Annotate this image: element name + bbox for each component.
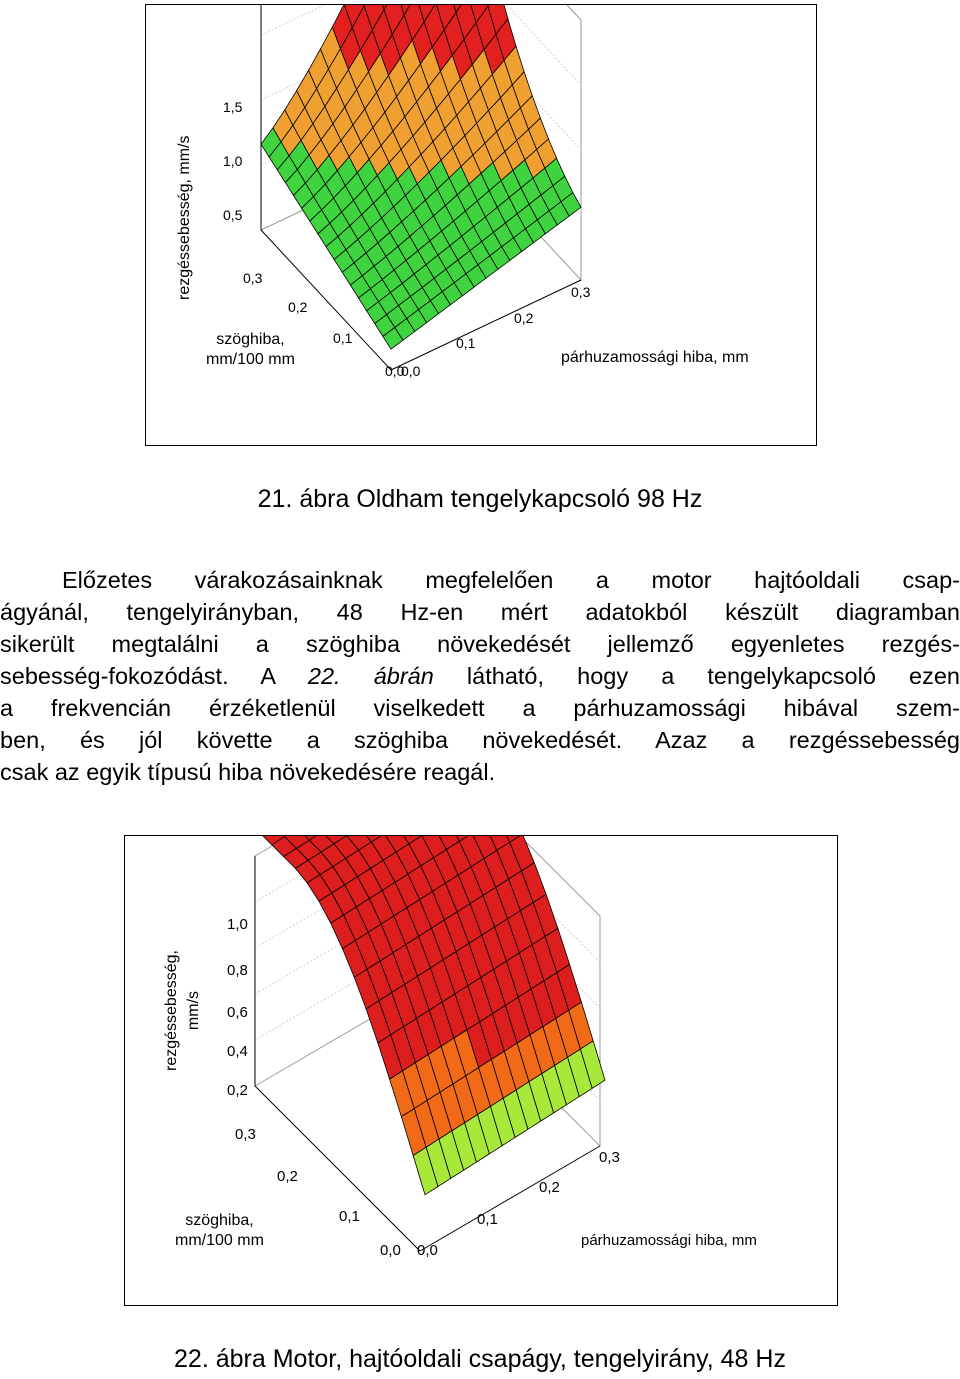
figure-1-surface-plot (146, 5, 816, 445)
figure-2-x-tick: 0,2 (277, 1168, 298, 1185)
figure-2-z-tick: 0,6 (227, 1004, 248, 1021)
figure-2-caption: 22. ábra Motor, hajtóoldali csapágy, tengelyirány, 48 Hz (174, 1345, 786, 1373)
figure-2-y-tick: 0,0 (417, 1242, 438, 1259)
figure-2-y-axis-label: párhuzamossági hiba, mm (581, 1232, 757, 1249)
figure-2-z-tick: 0,8 (227, 962, 248, 979)
paragraph-line: ben, és jól követte a szöghiba növekedését. Azaz a rezgéssebesség (0, 727, 960, 753)
figure-1-x-tick: 0,2 (288, 299, 308, 315)
figure-1-z-tick: 1,0 (223, 153, 243, 169)
body-paragraph (0, 564, 960, 788)
figure-1-caption: 21. ábra Oldham tengelykapcsoló 98 Hz (257, 485, 703, 513)
figure-2-y-tick: 0,2 (539, 1179, 560, 1196)
figure-1-y-tick: 0,1 (456, 335, 476, 351)
figure-2-z-tick: 0,2 (227, 1082, 248, 1099)
figure-1-y-tick: 0,0 (401, 363, 421, 379)
figure-1-z-tick: 0,5 (223, 207, 243, 223)
figure-2-x-tick: 0,3 (235, 1126, 256, 1143)
paragraph-line: a frekvencián érzéketlenül viselkedett a párhuzamossági hibával szem- (0, 695, 960, 721)
figure-2-chart (124, 835, 838, 1306)
figure-2-x-tick: 0,1 (339, 1208, 360, 1225)
paragraph-line: Előzetes várakozásainknak megfelelően a motor hajtóoldali csap- (62, 567, 960, 593)
paragraph-line-start: sebesség-fokozódást. A (0, 663, 308, 689)
paragraph-line: sikerült megtalálni a szöghiba növekedését jellemző egyenletes rezgés- (0, 631, 960, 657)
paragraph-line (0, 660, 960, 692)
figure-2-y-tick: 0,3 (599, 1149, 620, 1166)
paragraph-line: csak az egyik típusú hiba növekedésére reagál. (0, 759, 496, 785)
figure-1-x-tick: 0,0 (385, 363, 405, 379)
figure-2-z-tick: 0,4 (227, 1043, 248, 1060)
figure-1-x-tick: 0,3 (243, 270, 263, 286)
figure-1-x-axis-label: szöghiba, mm/100 mm (206, 331, 295, 368)
figure-1-x-tick: 0,1 (333, 330, 353, 346)
figure-1-chart (145, 4, 817, 446)
figure-reference: 22. ábrán (307, 663, 434, 689)
figure-1-z-tick: 1,5 (223, 99, 243, 115)
figure-2-x-tick: 0,0 (380, 1242, 401, 1259)
figure-1-y-tick: 0,2 (514, 310, 534, 326)
figure-1-y-tick: 0,3 (571, 284, 591, 300)
figure-2-z-axis-label: rezgéssebesség, mm/s (163, 950, 202, 1071)
paragraph-line: ágyánál, tengelyirányban, 48 Hz-en mért adatokból készült diagramban (0, 599, 960, 625)
figure-1-z-axis-label: rezgéssebesség, mm/s (176, 135, 193, 300)
figure-2-x-axis-label: szöghiba, mm/100 mm (175, 1212, 264, 1249)
figure-2-y-tick: 0,1 (477, 1211, 498, 1228)
figure-1-y-axis-label: párhuzamossági hiba, mm (561, 349, 749, 366)
figure-2-z-tick: 1,0 (227, 916, 248, 933)
paragraph-line-rest: látható, hogy a tengelykapcsoló ezen (433, 663, 960, 689)
